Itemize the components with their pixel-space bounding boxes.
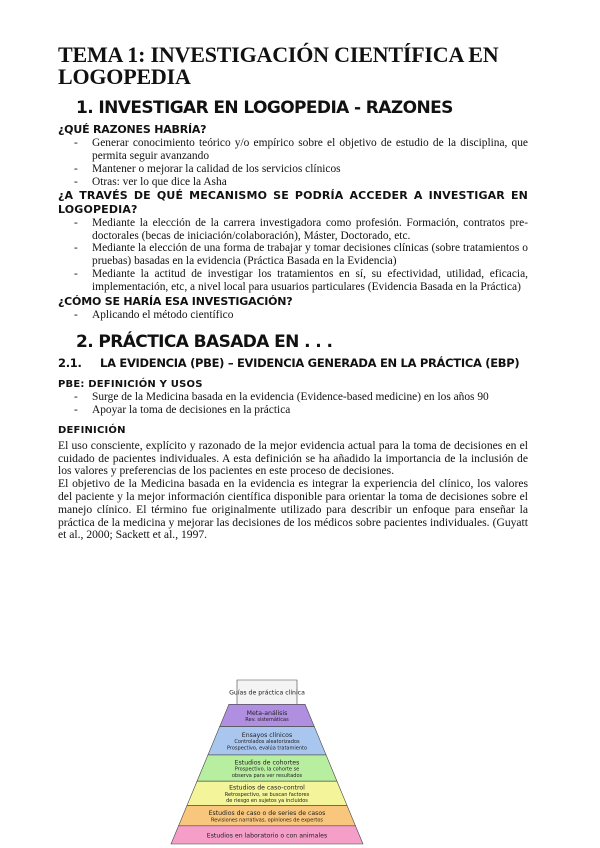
pyramid-label: Estudios de caso-control (229, 784, 305, 792)
list-item: - Aplicando el método científico (58, 309, 528, 322)
question-2-list (58, 217, 528, 294)
pyramid-label: Controlados aleatorizados (234, 739, 300, 746)
pbe-heading: PBE: DEFINICIÓN Y USOS (58, 378, 203, 390)
pyramid-label: Ensayos clínicos (241, 732, 293, 740)
pbe-list (58, 391, 528, 417)
pyramid-label: de riesgo en sujetos ya incluidos (226, 798, 308, 805)
list-item: - Mediante la elección de una forma de trabajar y tomar decisiones clínicas (sobre tratamientos o pruebas) basadas en la evidencia (Práctica Basada en la Evidencia) (58, 242, 528, 268)
list-item: - Mantener o mejorar la calidad de los servicios clínicos (58, 163, 528, 176)
objective-paragraph: El objetivo de la Medicina basada en la evidencia es integrar la experiencia del clínico, los valores del paciente y la mejor información científica disponible para orientar la toma de decisiones sobre el manejo clínico. El término fue originalmente utilizado para describir un enfoque para enseñar la práctica de la medicina y mejorar las decisiones de los médicos sobre pacientes individuales. (Guyatt et al., 2000; Sackett et al., 1997. (58, 477, 528, 542)
pyramid-label: Guías de práctica clínica (229, 689, 305, 697)
list-item: - Apoyar la toma de decisiones en la práctica (58, 404, 528, 417)
pyramid-label: Rev. sistemáticas (245, 717, 289, 724)
list-item: - Generar conocimiento teórico y/o empírico sobre el objetivo de estudio de la disciplina, que permita seguir avanzando (58, 137, 528, 163)
subsection-heading: 2.1. LA EVIDENCIA (PBE) – EVIDENCIA GENERADA EN LA PRÁCTICA (EBP) (58, 355, 520, 370)
pyramid-label: Prospectivo, evalúa tratamiento (226, 745, 308, 752)
question-3-list (58, 309, 528, 322)
section-1-heading: 1. INVESTIGAR EN LOGOPEDIA - RAZONES (76, 98, 453, 118)
section-2-heading: 2. PRÁCTICA BASADA EN . . . (76, 331, 333, 352)
pyramid-label: Prospectivo, la cohorte se (234, 766, 300, 773)
definition-heading: DEFINICIÓN (58, 424, 126, 436)
question-1-heading: ¿QUÉ RAZONES HABRÍA? (58, 123, 207, 136)
list-item: - Otras: ver lo que dice la Asha (58, 176, 528, 189)
list-item: - Mediante la actitud de investigar los tratamientos en sí, su efectividad, utilidad, eficacia, implementación, etc, a nivel local para usuarios particulares (Evidencia Basada en la Práctica) (58, 268, 528, 294)
pyramid-label: Revisiones narrativas, opiniones de expertos (210, 817, 324, 824)
question-3-heading: ¿CÓMO SE HARÍA ESA INVESTIGACIÓN? (58, 295, 293, 309)
pyramid-label: Estudios de caso o de series de casos (208, 810, 326, 818)
evidence-pyramid (0, 672, 600, 848)
pyramid-label: Retrospectivo, se buscan factores (224, 791, 310, 798)
question-2-heading: ¿A TRAVÉS DE QUÉ MECANISMO SE PODRÍA ACCEDER A INVESTIGAR EN LOGOPEDIA? (58, 188, 528, 216)
definition-paragraph: El uso consciente, explícito y razonado de la mejor evidencia actual para la toma de decisiones en el cuidado de pacientes individuales. A esta definición se ha añadido la importancia de la inclusión de los valores y preferencias de los pacientes en este proceso de decisiones. (58, 438, 528, 478)
document-page (58, 44, 528, 542)
list-item: - Mediante la elección de la carrera investigadora como profesión. Formación, contratos pre-doctorales (becas de iniciación/colaboración), Máster, Doctorado, etc. (58, 217, 528, 243)
pyramid-label: Estudios de cohortes (234, 759, 300, 767)
pyramid-label: observa para ver resultados (231, 772, 303, 779)
question-1-list (58, 137, 528, 189)
pyramid-label: Meta-análisis (246, 709, 288, 717)
pyramid-label: Estudios en laboratorio o con animales (206, 832, 328, 840)
list-item: - Surge de la Medicina basada en la evidencia (Evidence-based medicine) en los años 90 (58, 391, 528, 404)
page-title: TEMA 1: INVESTIGACIÓN CIENTÍFICA EN LOGOPEDIA (58, 42, 499, 89)
